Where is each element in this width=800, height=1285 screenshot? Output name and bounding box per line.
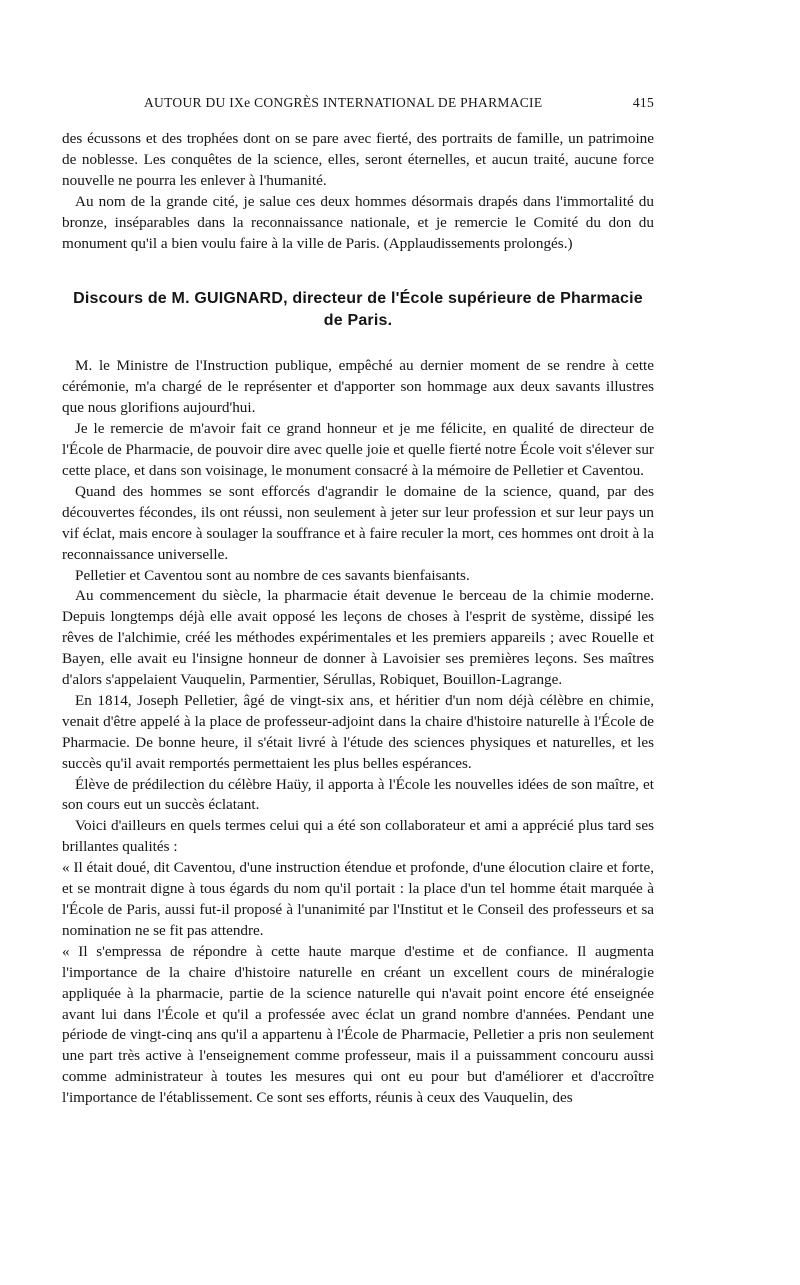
paragraph: M. le Ministre de l'Instruction publique, empêché au dernier moment de se rendre à cette cérémonie, m'a chargé de le représenter et d'apporter son hommage aux deux savants illustres que nous glorifions aujourd'hui.: [62, 357, 654, 417]
paragraph: Élève de prédilection du célèbre Haüy, il apporta à l'École les nouvelles idées de son maître, et son cours eut un succès éclatant.: [62, 775, 654, 814]
quote-paragraph: « Il était doué, dit Caventou, d'une instruction étendue et profonde, d'une élocution claire et forte, et se montrait digne à tous égards du nom qu'il portait : la place d'un tel homme était marquée à l'École de Paris, aussi fut-il proposé à l'unanimité par l'Institut et le Conseil des professeurs et sa nomination ne se fit pas attendre.: [62, 859, 654, 939]
document-page: [62, 95, 654, 1109]
paragraph: des écussons et des trophées dont on se pare avec fierté, des portraits de famille, un patrimoine de noblesse. Les conquêtes de la science, elles, seront éternelles, et aucun traité, aucune force nouvelle ne pourra les enlever à l'humanité.: [62, 130, 654, 189]
paragraph: Quand des hommes se sont efforcés d'agrandir le domaine de la science, quand, par des découvertes fécondes, ils ont réussi, non seulement à jeter sur leur profession et sur leur pays un vif éclat, mais encore à soulager la souffrance et à faire reculer la mort, ces hommes ont droit à la reconnaissance universelle.: [62, 482, 654, 563]
page-header: [62, 95, 654, 117]
running-head: AUTOUR DU IXe CONGRÈS INTERNATIONAL DE PHARMACIE: [144, 95, 543, 110]
section-heading: Discours de M. GUIGNARD, directeur de l'École supérieure de Pharmacie de Paris.: [73, 290, 643, 330]
quote-paragraph: « Il s'empressa de répondre à cette haute marque d'estime et de confiance. Il augmenta l'importance de la chaire d'histoire naturelle en créant un excellent cours de minéralogie appliquée à la pharmacie, partie de la science naturelle qui n'avait point encore été enseignée avant lui dans l'École et qu'il a professée avec éclat un grand nombre d'années. Pendant une période de vingt-cinq ans qu'il a appartenu à l'École de Pharmacie, Pelletier a pris non seulement une part très active à l'enseignement comme professeur, mais il a puissamment concouru aussi comme administrateur à toutes les mesures qui ont eu pour but d'améliorer et d'accroître l'importance de l'établissement. Ce sont ses efforts, réunis à ceux des Vauquelin, des: [62, 942, 654, 1107]
paragraph: Au commencement du siècle, la pharmacie était devenue le berceau de la chimie moderne. Depuis longtemps déjà elle avait opposé les leçons de choses à l'esprit de système, dissipé les rêves de l'alchimie, créé les méthodes expérimentales et les premiers appareils ; avec Rouelle et Bayen, elle avait eu l'insigne honneur de donner à Lavoisier ses premières leçons. Ses maîtres d'alors s'appelaient Vauquelin, Parmentier, Sérullas, Robiquet, Bouillon-Lagrange.: [62, 587, 654, 689]
paragraph: Pelletier et Caventou sont au nombre de ces savants bienfaisants.: [75, 566, 470, 584]
paragraph: En 1814, Joseph Pelletier, âgé de vingt-six ans, et héritier d'un nom déjà célèbre en chimie, venait d'être appelé à la place de professeur-adjoint dans la chaire d'histoire naturelle à l'École de Pharmacie. De bonne heure, il s'était livré à l'étude des sciences physiques et naturelles, et les succès qu'il avait remportés permettaient les plus belles espérances.: [62, 691, 654, 772]
paragraph: Au nom de la grande cité, je salue ces deux hommes désormais drapés dans l'immortalité du bronze, inséparables dans la reconnaissance nationale, et je remercie le Comité du don du monument qu'il a bien voulu faire à la ville de Paris. (Applaudissements prolongés.): [62, 192, 654, 252]
page-number: 415: [632, 95, 654, 110]
paragraph: Je le remercie de m'avoir fait ce grand honneur et je me félicite, en qualité de directeur de l'École de Pharmacie, de pouvoir dire avec quelle joie et quelle fierté notre École voit s'élever sur cette place, et dans son voisinage, le monument consacré à la mémoire de Pelletier et Caventou.: [62, 420, 654, 479]
paragraph: Voici d'ailleurs en quels termes celui qui a été son collaborateur et ami a apprécié plus tard ses brillantes qualités :: [62, 817, 654, 856]
